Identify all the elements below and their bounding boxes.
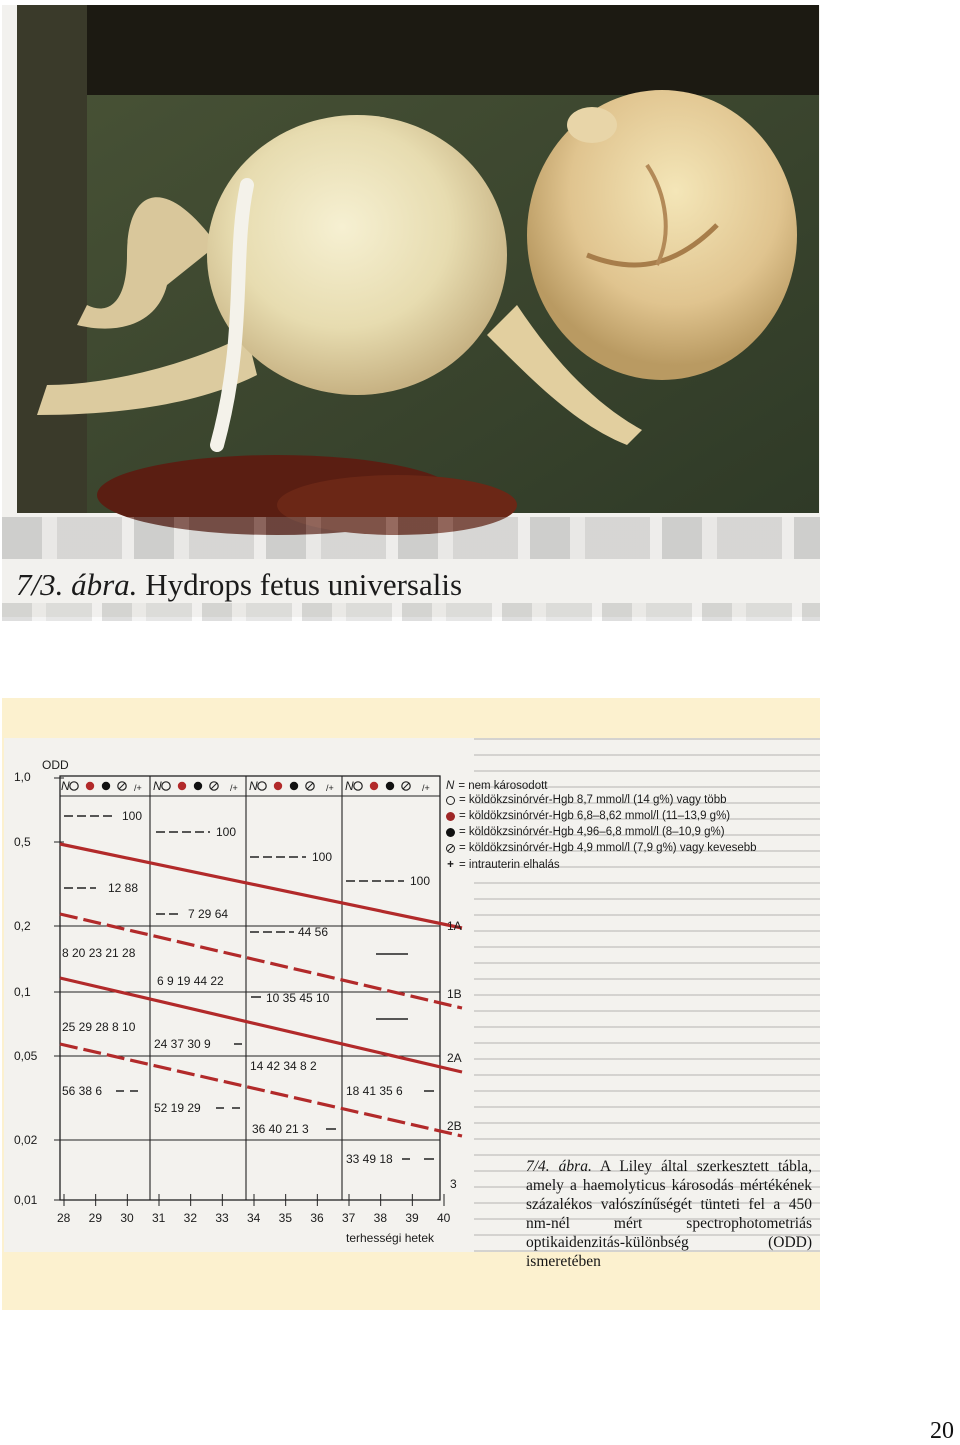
cell-value: 14 42 34 8 2: [250, 1059, 317, 1073]
hydrops-illustration: [17, 5, 819, 513]
bleedthrough-text-lower: [2, 603, 820, 621]
y-tick-label: 0,05: [14, 1049, 38, 1063]
y-tick-label: 0,5: [14, 835, 31, 849]
x-tick-label: 34: [247, 1211, 261, 1225]
zone-label-2a: 2A: [447, 1051, 462, 1065]
y-tick-label: 1,0: [14, 770, 31, 784]
x-tick-label: 33: [215, 1211, 229, 1225]
zone-label-1b: 1B: [447, 987, 462, 1001]
cell-value: 6 9 19 44 22: [157, 974, 224, 988]
cell-value: 8 20 23 21 28: [62, 946, 136, 960]
plus-symbol: +: [447, 859, 454, 871]
cell-value: 18 41 35 6: [346, 1084, 403, 1098]
slashed-circle-icon: [446, 844, 455, 853]
slash-mark: [307, 783, 313, 789]
cell-value: 36 40 21 3: [252, 1122, 309, 1136]
zone-label-3: 3: [450, 1177, 457, 1191]
cell-value: 12 88: [108, 881, 139, 895]
black-circle-icon: [102, 782, 110, 790]
y-axis-title: ODD: [42, 758, 69, 772]
cell-value: 7 29 64: [188, 907, 229, 921]
x-tick-label: 29: [88, 1211, 103, 1225]
legend-text: = köldökzsinórvér-Hgb 8,7 mmol/l (14 g%) vagy több: [459, 794, 727, 806]
cell-value: 100: [410, 874, 431, 888]
legend-text: = nem károsodott: [458, 780, 548, 792]
column-header-plus: /+: [326, 783, 334, 793]
chart-frame: [60, 776, 440, 1200]
black-circle-icon: [386, 782, 394, 790]
empty-circle-icon: [354, 782, 362, 790]
red-circle-icon: [274, 782, 282, 790]
figure-7-4-caption-text: A Liley által szerkesztett tábla, amely a haemolyticus károsodás mértékének százalékos valószínűségét tünteti fel a 450 nm-nél mért spectrophotometriás optikaidenzitás-különbség (ODD) ismeretében: [526, 1158, 812, 1270]
page-number: 20: [930, 1418, 954, 1444]
y-tick-label: 0,1: [14, 985, 31, 999]
x-tick-label: 31: [152, 1211, 166, 1225]
empty-circle-icon: [446, 796, 455, 805]
cell-value: 10 35 45 10: [266, 991, 330, 1005]
cell-value: 100: [122, 809, 143, 823]
x-tick-label: 35: [278, 1211, 293, 1225]
zone-label-1a: 1A: [447, 919, 462, 933]
column-header-n: N: [249, 779, 258, 793]
zone-label-2b: 2B: [447, 1119, 462, 1133]
figure-7-4-caption-label: 7/4. ábra.: [526, 1158, 592, 1175]
legend-item: [446, 780, 548, 792]
empty-circle-icon: [162, 782, 170, 790]
cell-value: 25 29 28 8 10: [62, 1020, 136, 1034]
legend-text: = intrauterin elhalás: [459, 859, 560, 871]
slash-mark: [211, 783, 217, 789]
chart-page-scan: [4, 738, 820, 1270]
chart-figure-7-4: [2, 698, 820, 1310]
red-circle-icon: [86, 782, 94, 790]
empty-circle-icon: [258, 782, 266, 790]
x-tick-label: 28: [57, 1211, 71, 1225]
legend-item: [446, 842, 757, 854]
cell-value: 56 38 6: [62, 1084, 103, 1098]
cell-value: 52 19 29: [154, 1101, 201, 1115]
column-header-plus: /+: [422, 783, 430, 793]
legend-symbol-n: N: [446, 780, 455, 792]
cell-value: 100: [216, 825, 237, 839]
liley-chart: [4, 738, 474, 1252]
x-tick-label: 39: [405, 1211, 419, 1225]
bleedthrough-text: [2, 517, 820, 559]
y-tick-label: 0,02: [14, 1133, 38, 1147]
cell-value: 100: [312, 850, 333, 864]
column-header-symbols: [70, 779, 410, 793]
zone-line-1b: [60, 914, 462, 1008]
figure-7-4-caption: [526, 1157, 812, 1271]
x-tick-label: 40: [437, 1211, 451, 1225]
y-tick-label: 0,01: [14, 1193, 38, 1207]
figure-7-3-caption: [16, 567, 462, 603]
x-axis-title: terhességi hetek: [346, 1231, 435, 1245]
legend-item: [446, 859, 560, 871]
cell-value: 33 49 18: [346, 1152, 393, 1166]
legend-text: = köldökzsinórvér-Hgb 6,8–8,62 mmol/l (11–13,9 g%): [459, 810, 731, 822]
column-header-n: N: [345, 779, 354, 793]
column-header-plus: /+: [230, 783, 238, 793]
cell-value: 44 56: [298, 925, 329, 939]
x-tick-label: 32: [183, 1211, 198, 1225]
legend-text: = köldökzsinórvér-Hgb 4,96–6,8 mmol/l (8–10,9 g%): [459, 826, 725, 838]
legend-item: [446, 810, 730, 822]
x-tick-label: 30: [120, 1211, 134, 1225]
legend-item: [446, 826, 725, 838]
column-header-n: N: [153, 779, 162, 793]
figure-7-3-caption-label: 7/3. ábra.: [16, 567, 138, 602]
column-header-n: N: [61, 779, 70, 793]
empty-circle-icon: [70, 782, 78, 790]
column-header-plus: /+: [134, 783, 142, 793]
legend-text: = köldökzsinórvér-Hgb 4,9 mmol/l (7,9 g%) vagy kevesebb: [459, 842, 757, 854]
x-tick-label: 36: [310, 1211, 324, 1225]
red-circle-icon: [446, 812, 455, 821]
black-circle-icon: [290, 782, 298, 790]
legend-item: [446, 794, 727, 806]
figure-7-3-caption-text: Hydrops fetus universalis: [145, 567, 463, 602]
y-tick-label: 0,2: [14, 919, 31, 933]
black-circle-icon: [194, 782, 202, 790]
black-circle-icon: [446, 828, 455, 837]
photo-figure-7-3: [2, 5, 820, 617]
slash-mark: [403, 783, 409, 789]
red-circle-icon: [178, 782, 186, 790]
x-tick-label: 38: [373, 1211, 388, 1225]
hydrops-photo: [17, 5, 819, 513]
x-tick-label: 37: [342, 1211, 356, 1225]
cell-value: 24 37 30 9: [154, 1037, 211, 1051]
red-circle-icon: [370, 782, 378, 790]
slash-mark: [119, 783, 125, 789]
